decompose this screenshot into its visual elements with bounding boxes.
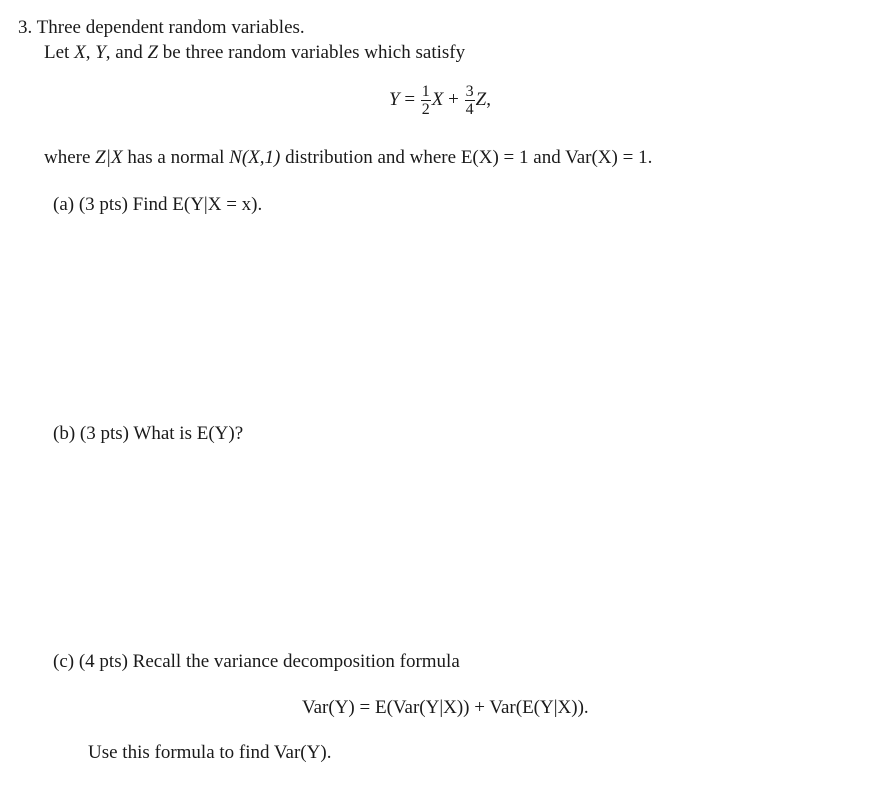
part-c-followup: Use this formula to find Var(Y).: [88, 742, 332, 763]
part-a: [53, 193, 262, 217]
problem-title: Three dependent random variables.: [36, 17, 305, 38]
intro-suffix: be three random variables which satisfy: [158, 42, 466, 63]
fraction-one-half: [421, 83, 431, 118]
eq-lhs: Y: [389, 89, 400, 110]
frac2-numerator: 3: [465, 83, 474, 101]
part-c-text: Recall the variance decomposition formula: [132, 651, 460, 672]
frac1-numerator: 1: [421, 83, 430, 101]
part-a-text: Find: [132, 194, 173, 215]
eq-term-x: X: [431, 89, 444, 110]
fraction-three-quarters: [465, 83, 475, 118]
frac1-denominator: 2: [421, 101, 430, 119]
intro-comma-2: , and: [105, 42, 148, 63]
part-a-label: (a): [53, 194, 75, 215]
where-prefix: where: [44, 147, 96, 168]
part-b: [53, 422, 243, 446]
where-variance: Var(X) = 1.: [565, 147, 653, 168]
where-and: and: [528, 147, 566, 168]
part-b-label: (b): [53, 423, 76, 444]
variance-decomposition-formula: Var(Y) = E(Var(Y|X)) + Var(E(Y|X)).: [302, 697, 589, 718]
part-c-points: (4 pts): [78, 651, 128, 672]
eq-plus: +: [443, 89, 464, 110]
var-y: Y: [95, 42, 106, 63]
eq-equals: =: [399, 89, 420, 110]
eq-trail: ,: [486, 89, 491, 110]
display-equation: [389, 82, 491, 118]
eq-term-z: Z: [475, 89, 487, 110]
intro-comma-1: ,: [85, 42, 96, 63]
part-b-points: (3 pts): [79, 423, 129, 444]
part-a-expression: E(Y|X = x).: [172, 194, 263, 215]
part-b-text: What is: [133, 423, 197, 444]
where-distribution: N(X,1): [229, 147, 281, 168]
where-conditional: Z|X: [95, 147, 123, 168]
where-expectation: E(X) = 1: [460, 147, 529, 168]
var-z: Z: [147, 42, 159, 63]
problem-number: 3.: [18, 17, 33, 38]
part-c: [53, 650, 460, 674]
part-c-label: (c): [53, 651, 75, 672]
part-a-points: (3 pts): [78, 194, 128, 215]
part-b-expression: E(Y)?: [196, 423, 244, 444]
where-mid: has a normal: [122, 147, 230, 168]
var-x: X: [74, 42, 86, 63]
where-clause: [44, 146, 652, 170]
problem-intro: [44, 41, 465, 65]
problem-heading: [18, 16, 305, 40]
intro-prefix: Let: [44, 42, 75, 63]
where-mid-2: distribution and where: [280, 147, 461, 168]
frac2-denominator: 4: [465, 101, 474, 119]
